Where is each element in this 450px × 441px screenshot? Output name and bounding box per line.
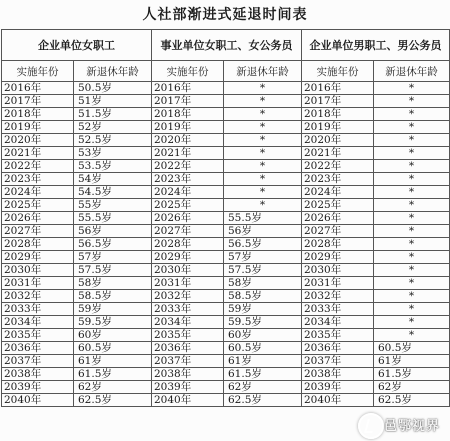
- retirement-age-cell: *: [374, 95, 450, 108]
- retirement-age-cell: *: [374, 108, 450, 121]
- retirement-age-cell: 53.5岁: [74, 160, 152, 173]
- year-cell: 2020年: [152, 134, 224, 147]
- retirement-age-cell: 58.5岁: [224, 290, 302, 303]
- year-cell: 2024年: [302, 186, 374, 199]
- retirement-age-cell: 56岁: [74, 225, 152, 238]
- table-row: [2, 82, 450, 95]
- table-body: [2, 82, 450, 407]
- retirement-age-cell: 59.5岁: [74, 316, 152, 329]
- year-cell: 2033年: [302, 303, 374, 316]
- year-cell: 2031年: [302, 277, 374, 290]
- group-header-3: 企业单位男职工、男公务员: [302, 30, 450, 61]
- year-cell: 2038年: [2, 368, 74, 381]
- col-header-age: 新退休年龄: [74, 61, 152, 82]
- table-row: [2, 329, 450, 342]
- year-cell: 2030年: [302, 264, 374, 277]
- year-cell: 2026年: [2, 212, 74, 225]
- year-cell: 2025年: [2, 199, 74, 212]
- year-cell: 2030年: [152, 264, 224, 277]
- year-cell: 2020年: [302, 134, 374, 147]
- group-header-2: 事业单位女职工、女公务员: [152, 30, 302, 61]
- table-row: [2, 121, 450, 134]
- retirement-age-cell: *: [374, 147, 450, 160]
- retirement-age-cell: 58岁: [74, 277, 152, 290]
- retirement-age-cell: 59岁: [74, 303, 152, 316]
- year-cell: 2040年: [2, 394, 74, 407]
- retirement-age-cell: 61岁: [374, 355, 450, 368]
- year-cell: 2020年: [2, 134, 74, 147]
- checkmark-circle-icon: [358, 413, 384, 439]
- retirement-age-cell: 62岁: [374, 381, 450, 394]
- retirement-age-cell: 51.5岁: [74, 108, 152, 121]
- retirement-age-cell: 62岁: [224, 381, 302, 394]
- retirement-age-cell: *: [374, 264, 450, 277]
- year-cell: 2025年: [152, 199, 224, 212]
- year-cell: 2035年: [152, 329, 224, 342]
- retirement-age-cell: 52岁: [74, 121, 152, 134]
- retirement-age-cell: 57.5岁: [74, 264, 152, 277]
- table-row: [2, 381, 450, 394]
- retirement-age-cell: 56.5岁: [224, 238, 302, 251]
- retirement-age-cell: 60.5岁: [374, 342, 450, 355]
- retirement-age-cell: *: [374, 238, 450, 251]
- retirement-age-cell: 60岁: [224, 329, 302, 342]
- table-row: [2, 186, 450, 199]
- retirement-age-cell: 55.5岁: [74, 212, 152, 225]
- watermark: [354, 409, 446, 439]
- retirement-age-cell: 56岁: [224, 225, 302, 238]
- col-header-year: 实施年份: [152, 61, 224, 82]
- year-cell: 2036年: [152, 342, 224, 355]
- year-cell: 2023年: [152, 173, 224, 186]
- retirement-age-cell: *: [374, 277, 450, 290]
- year-cell: 2028年: [302, 238, 374, 251]
- retirement-age-cell: *: [374, 134, 450, 147]
- col-header-age: 新退休年龄: [374, 61, 450, 82]
- retirement-age-cell: *: [224, 199, 302, 212]
- page-title: 人社部渐进式延退时间表: [142, 7, 308, 23]
- year-cell: 2024年: [2, 186, 74, 199]
- table-row: [2, 95, 450, 108]
- retirement-age-cell: *: [374, 186, 450, 199]
- col-header-age: 新退休年龄: [224, 61, 302, 82]
- retirement-age-cell: *: [374, 199, 450, 212]
- year-cell: 2032年: [2, 290, 74, 303]
- year-cell: 2037年: [152, 355, 224, 368]
- retirement-age-cell: *: [224, 147, 302, 160]
- retirement-age-cell: 62岁: [74, 381, 152, 394]
- year-cell: 2031年: [2, 277, 74, 290]
- column-header-row: [2, 61, 450, 82]
- retirement-age-cell: *: [224, 173, 302, 186]
- retirement-age-cell: *: [224, 134, 302, 147]
- retirement-table: [1, 29, 450, 407]
- retirement-age-cell: 62.5岁: [74, 394, 152, 407]
- year-cell: 2023年: [302, 173, 374, 186]
- retirement-age-cell: 52.5岁: [74, 134, 152, 147]
- year-cell: 2037年: [302, 355, 374, 368]
- table-row: [2, 147, 450, 160]
- retirement-age-cell: *: [224, 186, 302, 199]
- year-cell: 2022年: [2, 160, 74, 173]
- table-row: [2, 316, 450, 329]
- table-row: [2, 160, 450, 173]
- retirement-age-cell: *: [374, 160, 450, 173]
- retirement-age-cell: *: [374, 173, 450, 186]
- year-cell: 2019年: [302, 121, 374, 134]
- retirement-age-cell: 55.5岁: [224, 212, 302, 225]
- year-cell: 2016年: [2, 82, 74, 95]
- retirement-age-cell: 61.5岁: [74, 368, 152, 381]
- retirement-age-cell: 60岁: [74, 329, 152, 342]
- year-cell: 2040年: [152, 394, 224, 407]
- retirement-age-cell: 55岁: [74, 199, 152, 212]
- table-row: [2, 342, 450, 355]
- year-cell: 2028年: [152, 238, 224, 251]
- retirement-age-cell: 60.5岁: [224, 342, 302, 355]
- retirement-age-cell: 59.5岁: [224, 316, 302, 329]
- retirement-age-cell: 59岁: [224, 303, 302, 316]
- table-row: [2, 251, 450, 264]
- year-cell: 2034年: [302, 316, 374, 329]
- col-header-year: 实施年份: [302, 61, 374, 82]
- retirement-age-cell: 57岁: [224, 251, 302, 264]
- table-row: [2, 290, 450, 303]
- year-cell: 2028年: [2, 238, 74, 251]
- retirement-age-cell: 54.5岁: [74, 186, 152, 199]
- group-header-row: [2, 30, 450, 61]
- year-cell: 2034年: [2, 316, 74, 329]
- table-row: [2, 199, 450, 212]
- table-row: [2, 394, 450, 407]
- year-cell: 2017年: [2, 95, 74, 108]
- year-cell: 2040年: [302, 394, 374, 407]
- retirement-age-cell: 58.5岁: [74, 290, 152, 303]
- year-cell: 2031年: [152, 277, 224, 290]
- year-cell: 2022年: [302, 160, 374, 173]
- retirement-age-cell: *: [374, 212, 450, 225]
- retirement-age-cell: 50.5岁: [74, 82, 152, 95]
- table-row: [2, 108, 450, 121]
- table-row: [2, 355, 450, 368]
- group-header-1: 企业单位女职工: [2, 30, 152, 61]
- year-cell: 2021年: [152, 147, 224, 160]
- year-cell: 2035年: [302, 329, 374, 342]
- year-cell: 2032年: [302, 290, 374, 303]
- year-cell: 2039年: [2, 381, 74, 394]
- year-cell: 2023年: [2, 173, 74, 186]
- retirement-age-cell: 56.5岁: [74, 238, 152, 251]
- year-cell: 2021年: [302, 147, 374, 160]
- year-cell: 2039年: [152, 381, 224, 394]
- year-cell: 2026年: [152, 212, 224, 225]
- year-cell: 2018年: [302, 108, 374, 121]
- year-cell: 2036年: [302, 342, 374, 355]
- retirement-age-cell: 53岁: [74, 147, 152, 160]
- retirement-age-cell: 61.5岁: [374, 368, 450, 381]
- retirement-age-cell: *: [224, 160, 302, 173]
- year-cell: 2024年: [152, 186, 224, 199]
- col-header-year: 实施年份: [2, 61, 74, 82]
- retirement-age-cell: *: [374, 290, 450, 303]
- retirement-age-cell: *: [224, 121, 302, 134]
- table-row: [2, 368, 450, 381]
- year-cell: 2017年: [302, 95, 374, 108]
- year-cell: 2018年: [152, 108, 224, 121]
- year-cell: 2017年: [152, 95, 224, 108]
- retirement-age-cell: 57.5岁: [224, 264, 302, 277]
- year-cell: 2019年: [2, 121, 74, 134]
- retirement-age-cell: *: [224, 108, 302, 121]
- table-row: [2, 173, 450, 186]
- year-cell: 2036年: [2, 342, 74, 355]
- year-cell: 2034年: [152, 316, 224, 329]
- year-cell: 2019年: [152, 121, 224, 134]
- year-cell: 2025年: [302, 199, 374, 212]
- year-cell: 2033年: [2, 303, 74, 316]
- retirement-age-cell: 61岁: [74, 355, 152, 368]
- retirement-age-cell: 51岁: [74, 95, 152, 108]
- retirement-age-cell: 58岁: [224, 277, 302, 290]
- year-cell: 2016年: [302, 82, 374, 95]
- retirement-age-cell: *: [374, 251, 450, 264]
- year-cell: 2018年: [2, 108, 74, 121]
- year-cell: 2033年: [152, 303, 224, 316]
- year-cell: 2021年: [2, 147, 74, 160]
- retirement-age-cell: 54岁: [74, 173, 152, 186]
- retirement-age-cell: 61岁: [224, 355, 302, 368]
- retirement-age-cell: 62.5岁: [374, 394, 450, 407]
- year-cell: 2022年: [152, 160, 224, 173]
- year-cell: 2035年: [2, 329, 74, 342]
- retirement-age-cell: *: [374, 121, 450, 134]
- year-cell: 2038年: [152, 368, 224, 381]
- year-cell: 2027年: [2, 225, 74, 238]
- table-row: [2, 134, 450, 147]
- retirement-age-cell: *: [374, 303, 450, 316]
- year-cell: 2032年: [152, 290, 224, 303]
- retirement-age-cell: 61.5岁: [224, 368, 302, 381]
- retirement-age-cell: *: [374, 225, 450, 238]
- year-cell: 2029年: [302, 251, 374, 264]
- table-row: [2, 225, 450, 238]
- table-row: [2, 212, 450, 225]
- year-cell: 2026年: [302, 212, 374, 225]
- year-cell: 2027年: [302, 225, 374, 238]
- table-row: [2, 303, 450, 316]
- year-cell: 2029年: [2, 251, 74, 264]
- retirement-age-cell: *: [224, 95, 302, 108]
- retirement-age-cell: *: [374, 316, 450, 329]
- year-cell: 2039年: [302, 381, 374, 394]
- year-cell: 2030年: [2, 264, 74, 277]
- retirement-age-cell: *: [374, 329, 450, 342]
- table-row: [2, 238, 450, 251]
- table-row: [2, 264, 450, 277]
- year-cell: 2037年: [2, 355, 74, 368]
- year-cell: 2027年: [152, 225, 224, 238]
- retirement-age-cell: 62.5岁: [224, 394, 302, 407]
- retirement-age-cell: *: [374, 82, 450, 95]
- retirement-age-cell: 60.5岁: [74, 342, 152, 355]
- year-cell: 2016年: [152, 82, 224, 95]
- watermark-text: 邑鄂视界: [384, 419, 441, 434]
- year-cell: 2029年: [152, 251, 224, 264]
- retirement-age-cell: 57岁: [74, 251, 152, 264]
- year-cell: 2038年: [302, 368, 374, 381]
- retirement-age-cell: *: [224, 82, 302, 95]
- table-row: [2, 277, 450, 290]
